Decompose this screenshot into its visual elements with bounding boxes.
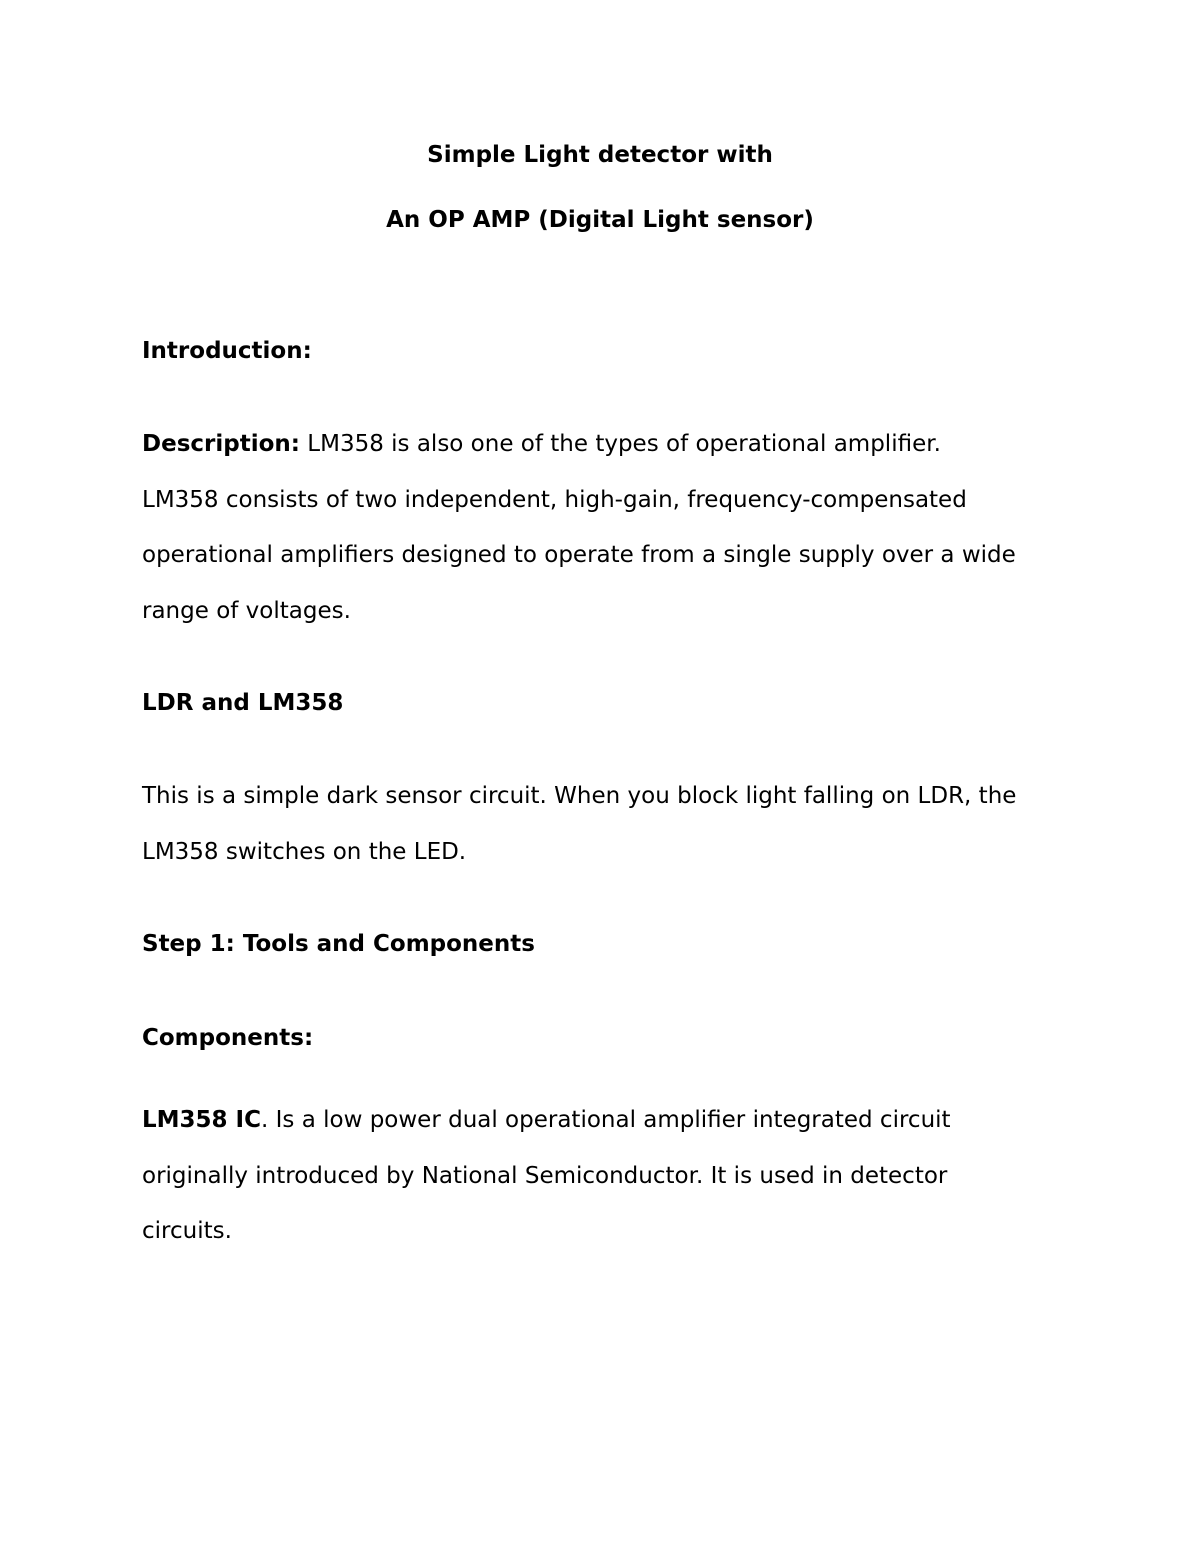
ldr-paragraph <box>142 769 1062 880</box>
lm358-ic-label: LM358 IC <box>142 1107 261 1133</box>
description-line-2: LM358 consists of two independent, high-gain, frequency-compensated <box>142 486 967 513</box>
description-paragraph <box>142 417 1062 639</box>
ldr-heading: LDR and LM358 <box>142 690 344 716</box>
lm358-line-2: originally introduced by National Semiconductor. It is used in detector <box>142 1162 948 1189</box>
ldr-line-1: This is a simple dark sensor circuit. When you block light falling on LDR, the <box>142 783 1017 809</box>
lm358-line-1 <box>142 1093 1062 1149</box>
lm358-text-1: . Is a low power dual operational amplifier integrated circuit <box>261 1107 951 1133</box>
description-label: Description: <box>142 431 300 457</box>
document-title-line-1: Simple Light detector with <box>427 142 773 168</box>
document-title-line-2: An OP AMP (Digital Light sensor) <box>386 207 814 233</box>
description-line-3: operational amplifiers designed to operate from a single supply over a wide <box>142 542 1016 568</box>
step1-heading: Step 1: Tools and Components <box>142 931 535 957</box>
lm358-ic-paragraph <box>142 1093 1062 1260</box>
lm358-line-3: circuits. <box>142 1218 232 1244</box>
ldr-line-2: LM358 switches on the LED. <box>142 838 467 865</box>
description-line-1 <box>142 417 1062 473</box>
description-line-4: range of voltages. <box>142 597 351 624</box>
components-heading: Components: <box>142 1025 314 1051</box>
introduction-heading: Introduction: <box>142 338 312 364</box>
description-text-1: LM358 is also one of the types of operational amplifier. <box>299 431 941 457</box>
